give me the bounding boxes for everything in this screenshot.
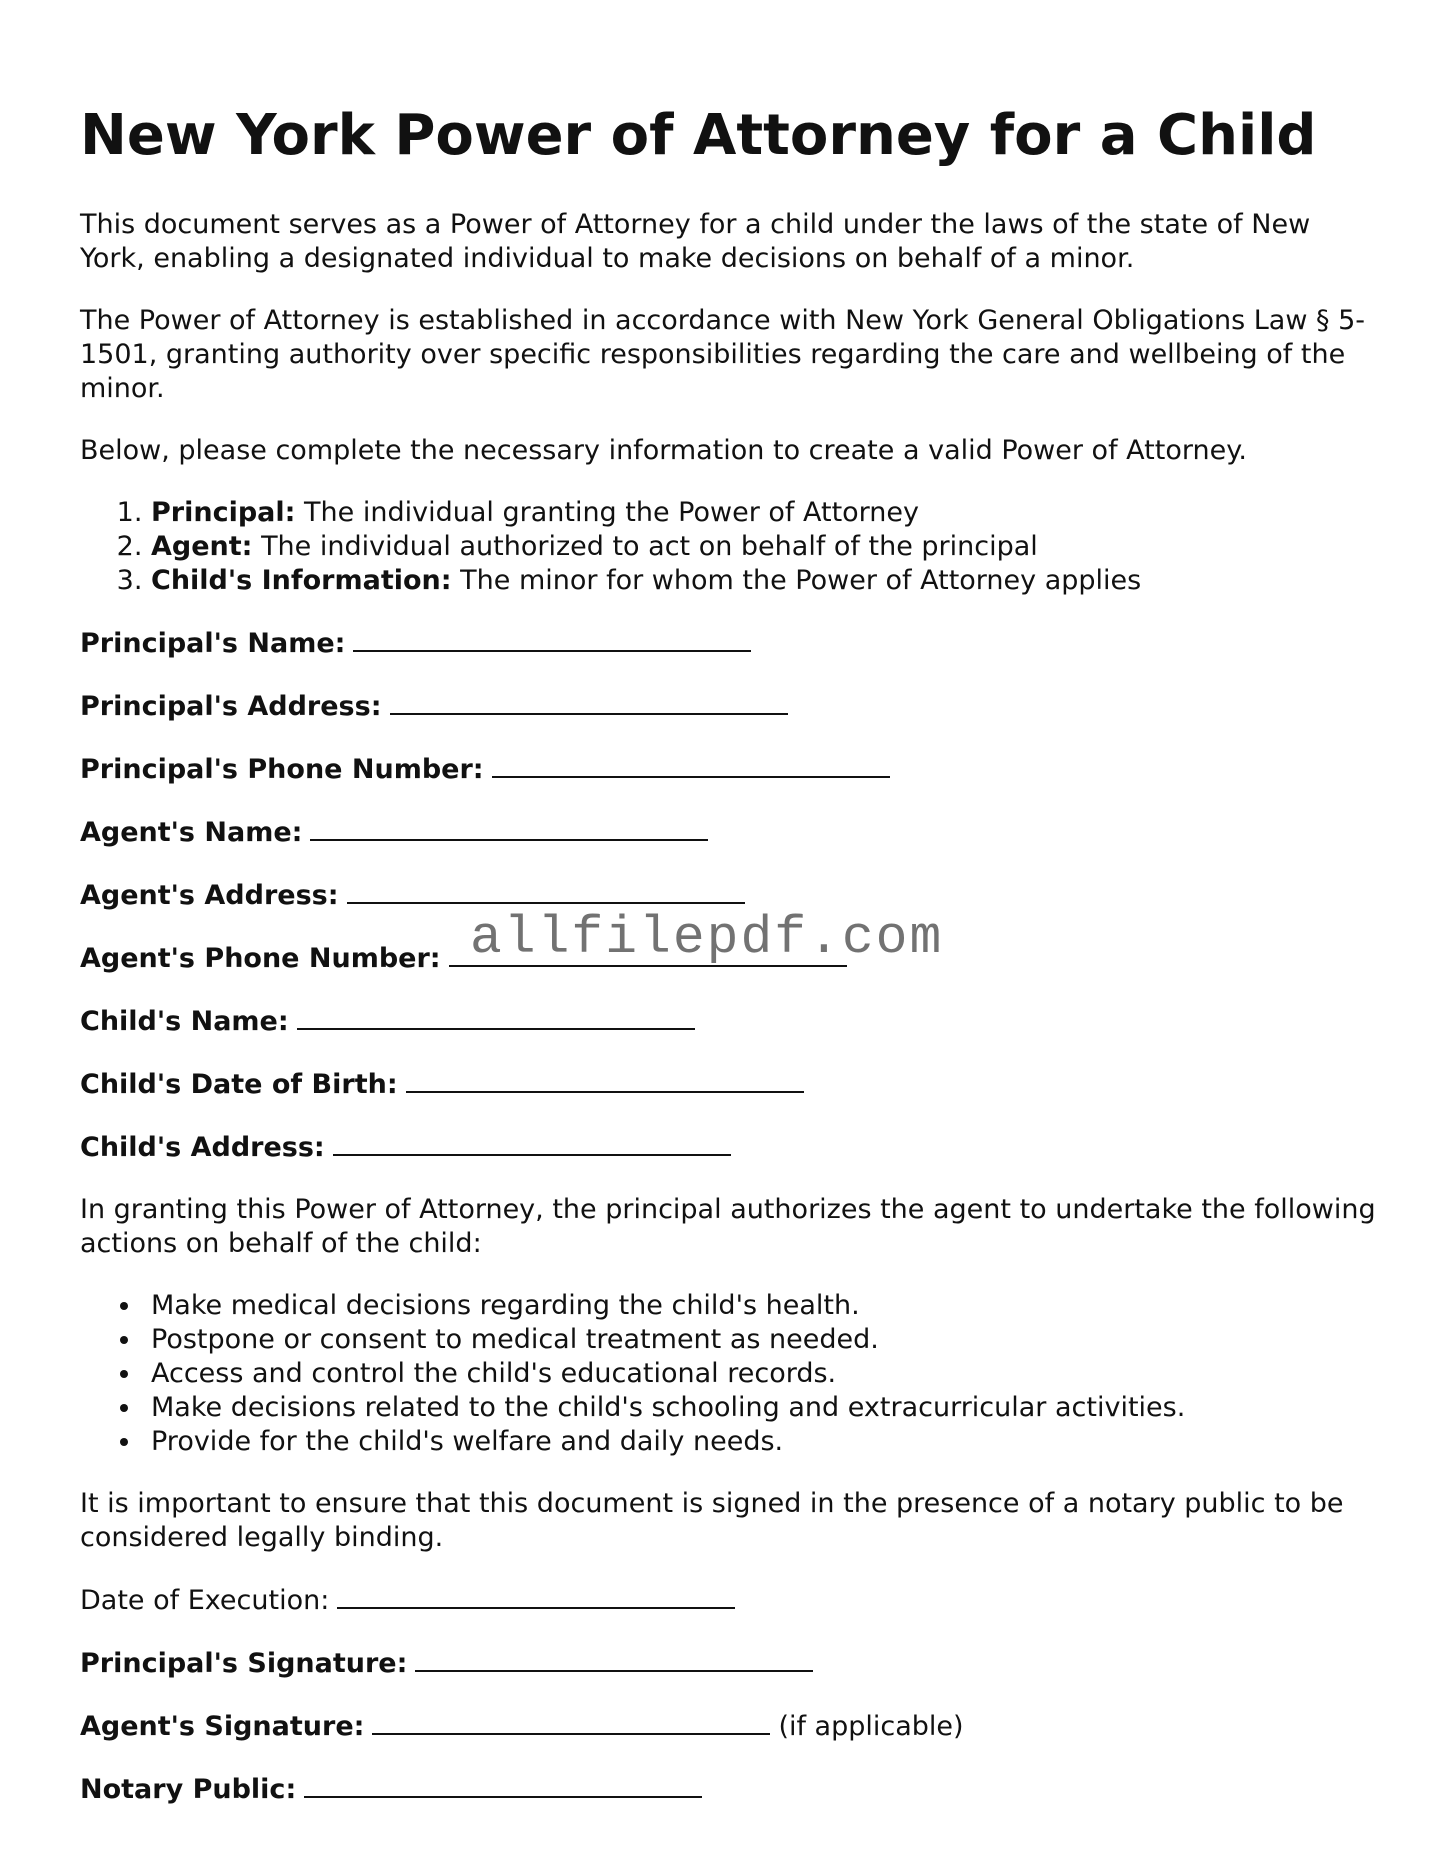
field-label: Principal's Phone Number: (80, 754, 484, 785)
definitions-list (80, 496, 1380, 598)
authority-item: Provide for the child's welfare and daily needs. (151, 1425, 1380, 1459)
principal-phone-input[interactable] (492, 752, 890, 778)
field-label: Principal's Signature: (80, 1648, 408, 1679)
principal-address-input[interactable] (390, 689, 788, 715)
agent-name-field (80, 815, 1380, 850)
agent-name-input[interactable] (310, 815, 708, 841)
field-label: Agent's Signature: (80, 1711, 365, 1742)
notary-public-field (80, 1772, 1380, 1807)
child-dob-input[interactable] (406, 1067, 804, 1093)
agent-signature-input[interactable] (372, 1709, 770, 1735)
definition-text: The individual granting the Power of Attorney (304, 497, 920, 528)
date-of-execution-input[interactable] (337, 1583, 735, 1609)
date-of-execution-field (80, 1583, 1380, 1618)
principal-phone-field (80, 752, 1380, 787)
definition-term: Principal: (151, 497, 296, 528)
principal-name-input[interactable] (353, 626, 751, 652)
notary-note: It is important to ensure that this document is signed in the presence of a notary public to be considered legally binding. (80, 1488, 1344, 1553)
definition-text: The minor for whom the Power of Attorney applies (460, 565, 1142, 596)
field-label: Principal's Name: (80, 628, 346, 659)
principal-signature-field (80, 1646, 1380, 1681)
definition-term: Agent: (151, 531, 253, 562)
agent-signature-suffix: (if applicable) (778, 1711, 964, 1742)
field-label: Agent's Name: (80, 817, 303, 848)
document-title: New York Power of Attorney for a Child (80, 103, 1317, 168)
child-dob-field (80, 1067, 1380, 1102)
authority-item: Make medical decisions regarding the child's health. (151, 1289, 1380, 1323)
field-label: Date of Execution: (80, 1585, 330, 1616)
field-label: Child's Address: (80, 1132, 325, 1163)
watermark: allfilepdf.com (470, 908, 944, 968)
document-body (80, 208, 1380, 1835)
field-label: Principal's Address: (80, 691, 382, 722)
child-name-input[interactable] (297, 1004, 695, 1030)
intro-paragraph: This document serves as a Power of Attorney for a child under the laws of the state of New York, enabling a designated individual to make decisions on behalf of a minor. (80, 209, 1311, 274)
authority-intro: In granting this Power of Attorney, the principal authorizes the agent to undertake the following actions on behalf of the child: (80, 1194, 1376, 1259)
definition-term: Child's Information: (151, 565, 452, 596)
principal-name-field (80, 626, 1380, 661)
principal-signature-input[interactable] (415, 1646, 813, 1672)
principal-address-field (80, 689, 1380, 724)
agent-address-input[interactable] (347, 878, 745, 904)
field-label: Notary Public: (80, 1774, 297, 1805)
intro-paragraph: The Power of Attorney is established in accordance with New York General Obligations Law § 5-1501, granting authority over specific responsibilities regarding the care and wellbeing of the minor. (80, 305, 1366, 404)
authority-item: Access and control the child's educational records. (151, 1357, 1380, 1391)
intro-paragraph: Below, please complete the necessary information to create a valid Power of Attorney. (80, 435, 1247, 466)
child-name-field (80, 1004, 1380, 1039)
child-address-field (80, 1130, 1380, 1165)
agent-signature-field (80, 1709, 1380, 1744)
field-label: Agent's Phone Number: (80, 943, 441, 974)
notary-public-input[interactable] (304, 1772, 702, 1798)
definition-item (151, 564, 1380, 598)
authority-item: Postpone or consent to medical treatment as needed. (151, 1323, 1380, 1357)
authorities-list (80, 1289, 1380, 1459)
definition-item (151, 530, 1380, 564)
field-label: Child's Date of Birth: (80, 1069, 398, 1100)
definition-text: The individual authorized to act on behalf of the principal (261, 531, 1038, 562)
field-label: Child's Name: (80, 1006, 289, 1037)
field-label: Agent's Address: (80, 880, 339, 911)
definition-item (151, 496, 1380, 530)
child-address-input[interactable] (333, 1130, 731, 1156)
authority-item: Make decisions related to the child's schooling and extracurricular activities. (151, 1391, 1380, 1425)
